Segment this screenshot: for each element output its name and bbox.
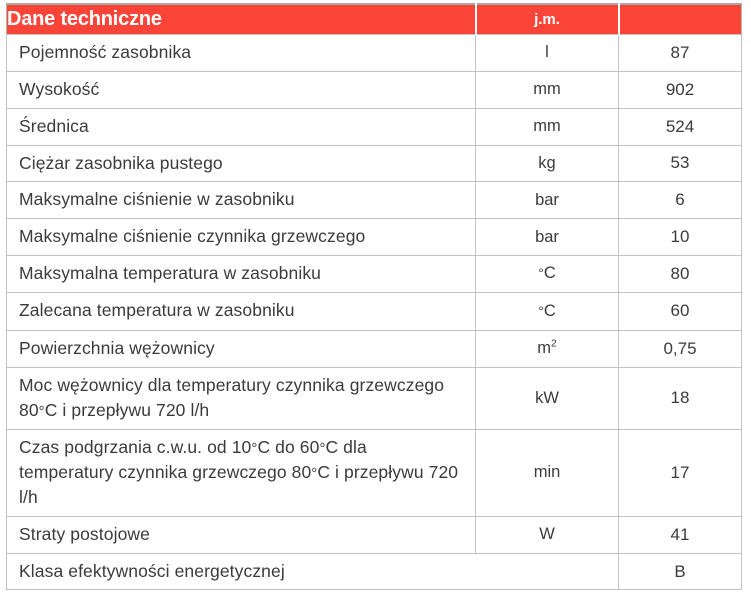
row-unit: °C — [476, 292, 619, 330]
row-unit: °C — [476, 256, 619, 293]
row-unit: kW — [476, 367, 619, 429]
row-label: Maksymalne ciśnienie w zasobniku — [7, 182, 476, 219]
table-row — [7, 219, 742, 256]
row-unit: mm — [476, 71, 619, 108]
table-header — [7, 4, 742, 35]
row-value: 524 — [619, 108, 742, 145]
row-value: 87 — [619, 35, 742, 72]
row-label: Wysokość — [7, 71, 476, 108]
row-unit: kg — [476, 145, 619, 182]
row-label: Ciężar zasobnika pustego — [7, 145, 476, 182]
row-label: Klasa efektywności energetycznej — [7, 553, 619, 590]
row-label: Zalecana temperatura w zasobniku — [7, 292, 476, 330]
row-value: 18 — [619, 367, 742, 429]
row-value: 0,75 — [619, 330, 742, 367]
table-row — [7, 429, 742, 516]
table-row — [7, 553, 742, 590]
row-unit: min — [476, 429, 619, 516]
row-value: 60 — [619, 292, 742, 330]
row-unit: bar — [476, 182, 619, 219]
row-value: 53 — [619, 145, 742, 182]
table-row — [7, 367, 742, 429]
row-label: Straty postojowe — [7, 516, 476, 553]
column-header-value — [619, 4, 742, 35]
row-unit: mm — [476, 108, 619, 145]
row-unit: l — [476, 35, 619, 72]
table-row — [7, 330, 742, 367]
table-body — [7, 35, 742, 590]
row-value: 6 — [619, 182, 742, 219]
column-header-unit: j.m. — [476, 4, 619, 35]
table-row — [7, 516, 742, 553]
row-label: Maksymalne ciśnienie czynnika grzewczego — [7, 219, 476, 256]
table-row — [7, 35, 742, 72]
table-header-row — [7, 4, 742, 35]
row-value: 80 — [619, 256, 742, 293]
row-label: Powierzchnia wężownicy — [7, 330, 476, 367]
row-unit: W — [476, 516, 619, 553]
row-value: B — [619, 553, 742, 590]
table-row — [7, 182, 742, 219]
table-row — [7, 71, 742, 108]
technical-data-table-container — [6, 3, 741, 590]
row-value: 10 — [619, 219, 742, 256]
table-row — [7, 145, 742, 182]
row-unit: $m^2$ — [476, 330, 619, 367]
row-value: 41 — [619, 516, 742, 553]
table-row — [7, 292, 742, 330]
row-label: Średnica — [7, 108, 476, 145]
row-value: 902 — [619, 71, 742, 108]
row-label: Moc wężownicy dla temperatury czynnika grzewczego 80°C i przepływu 720 l/h — [7, 367, 476, 429]
row-unit: bar — [476, 219, 619, 256]
row-label: Czas podgrzania c.w.u. od 10°C do 60°C dla temperatury czynnika grzewczego 80°C i przepływu 720 l/h — [7, 429, 476, 516]
row-value: 17 — [619, 429, 742, 516]
row-label: Pojemność zasobnika — [7, 35, 476, 72]
table-title: Dane techniczne — [7, 4, 476, 35]
row-label: Maksymalna temperatura w zasobniku — [7, 256, 476, 293]
table-row — [7, 108, 742, 145]
technical-data-table — [6, 3, 742, 590]
table-row — [7, 256, 742, 293]
